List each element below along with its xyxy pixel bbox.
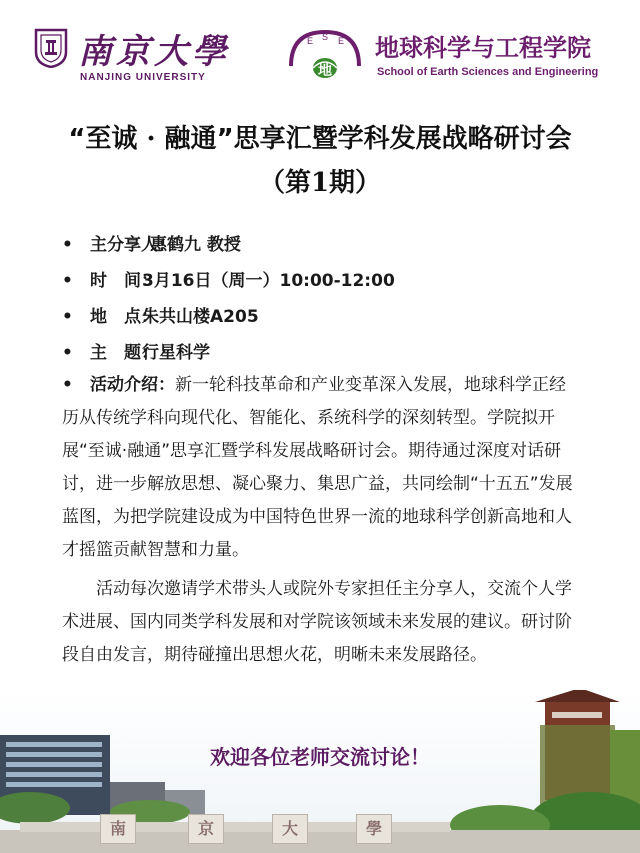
info-value: 朱共山楼A205 bbox=[142, 307, 259, 327]
ese-mark-char: 地 bbox=[318, 63, 332, 79]
title-quote-close: ” bbox=[216, 124, 234, 154]
intro-text: 新一轮科技革命和产业变革深入发展，地球科学正经历从传统学科向现代化、智能化、系统科学的深刻转型。学院拟开展“至诚·融通”思享汇暨学科发展战略研讨会。期待通过深度对话研讨，进一步解放思想、凝心聚力、集思广益，共同绘制“十五五”发展蓝图，为把学院建设成为中国特色世界一流的地球科学创新高地和人才摇篮贡献智慧和力量。 bbox=[62, 375, 573, 560]
welcome-message: 欢迎各位老师交流讨论！ bbox=[210, 745, 430, 769]
title-rest: 思享汇暨学科发展战略研讨会 bbox=[233, 124, 572, 154]
bullet: • bbox=[62, 343, 73, 363]
wall-char: 南 bbox=[100, 814, 136, 844]
info-list bbox=[62, 233, 622, 377]
school-name-cn: 地球科学与工程学院 bbox=[375, 34, 591, 62]
ese-letter-s: S bbox=[322, 32, 329, 42]
activity-detail: 活动每次邀请学术带头人或院外专家担任主分享人，交流个人学术进展、国内同类学科发展和对学院该领域未来发展的建议。研讨阶段自由发言，期待碰撞出思想火花，明晰未来发展路径。 bbox=[62, 579, 572, 665]
school-logo bbox=[285, 22, 625, 86]
campus-scene-image bbox=[0, 690, 640, 853]
title-quote-open: “ bbox=[68, 124, 86, 154]
nju-name-en: NANJING UNIVERSITY bbox=[80, 72, 206, 83]
bullet: • bbox=[62, 235, 73, 255]
wall-char: 大 bbox=[272, 814, 308, 844]
info-value: 惠鹤九 教授 bbox=[150, 235, 241, 255]
info-item-time bbox=[62, 269, 622, 305]
page-title bbox=[0, 118, 640, 155]
info-item-speaker bbox=[62, 233, 622, 269]
nju-name-cn: 南京大學 bbox=[78, 32, 230, 72]
school-name-en: School of Earth Sciences and Engineering bbox=[377, 66, 599, 78]
activity-intro bbox=[62, 369, 582, 567]
ese-letter-e1: E bbox=[307, 36, 314, 46]
issue-number: （第1期） bbox=[258, 168, 382, 198]
bullet: • bbox=[62, 375, 73, 395]
info-key: 主 题： bbox=[90, 343, 158, 363]
intro-label: 活动介绍： bbox=[90, 375, 175, 395]
bullet: • bbox=[62, 271, 73, 291]
ese-letter-e2: E bbox=[338, 36, 345, 46]
title-slogan: 至诚 · 融通 bbox=[85, 124, 217, 154]
nju-logo bbox=[30, 20, 230, 84]
info-key: 主分享人： bbox=[90, 235, 175, 255]
wall-char: 學 bbox=[356, 814, 392, 844]
wall-char: 京 bbox=[188, 814, 224, 844]
info-key: 时 间： bbox=[90, 271, 158, 291]
info-key: 地 点： bbox=[90, 307, 158, 327]
info-item-location bbox=[62, 305, 622, 341]
info-value: 行星科学 bbox=[142, 343, 210, 363]
info-value: 3月16日（周一）10:00-12:00 bbox=[142, 271, 395, 291]
bullet: • bbox=[62, 307, 73, 327]
nju-seal-icon bbox=[34, 28, 68, 68]
